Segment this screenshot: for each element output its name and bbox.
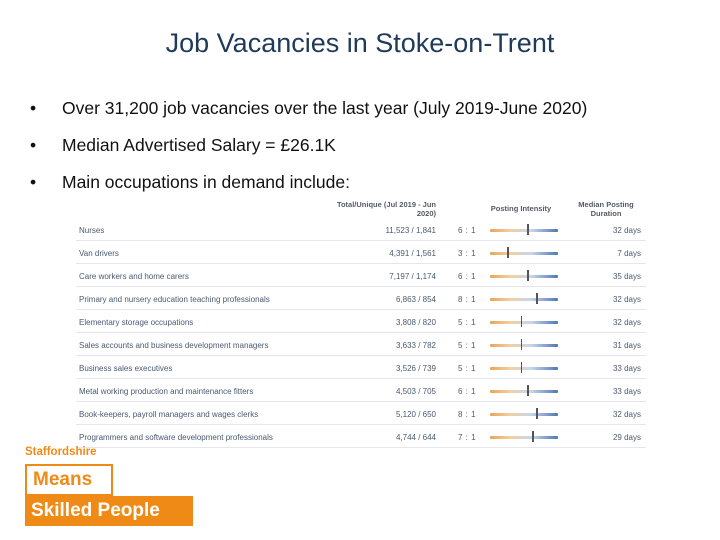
intensity-ratio-cell: 7 : 1 — [458, 433, 477, 442]
logo-staffordshire-text: Staffordshire — [25, 446, 97, 458]
table-row — [76, 356, 646, 379]
logo-means-box: Means — [25, 464, 113, 496]
table-row — [76, 218, 646, 241]
occupation-cell: Elementary storage occupations — [79, 318, 194, 327]
intensity-ratio-cell: 5 : 1 — [458, 318, 477, 327]
intensity-ratio-cell: 5 : 1 — [458, 341, 477, 350]
intensity-bar — [490, 298, 558, 301]
table-row — [76, 310, 646, 333]
total-unique-cell: 3,633 / 782 — [395, 341, 436, 350]
occupation-cell: Metal working production and maintenance fitters — [79, 387, 254, 396]
header-total-unique: Total/Unique (Jul 2019 - Jun 2020) — [336, 200, 436, 218]
intensity-marker — [521, 339, 523, 350]
table-row — [76, 287, 646, 310]
table-row — [76, 402, 646, 425]
page-title: Job Vacancies in Stoke-on-Trent — [165, 28, 555, 58]
intensity-bar — [490, 367, 558, 370]
bullet-text: Over 31,200 job vacancies over the last year (July 2019-June 2020) — [62, 98, 588, 118]
intensity-bar — [490, 321, 558, 324]
intensity-ratio-cell: 6 : 1 — [458, 387, 477, 396]
intensity-bar — [490, 436, 558, 439]
intensity-marker — [532, 431, 534, 442]
intensity-ratio-cell: 5 : 1 — [458, 364, 477, 373]
intensity-marker — [527, 224, 529, 235]
occupation-cell: Primary and nursery education teaching professionals — [79, 295, 270, 304]
table-row — [76, 425, 646, 448]
intensity-ratio-cell: 8 : 1 — [458, 295, 477, 304]
bullet-marker: • — [30, 98, 37, 118]
table-row — [76, 241, 646, 264]
duration-cell: 7 days — [617, 249, 641, 258]
table-header — [76, 196, 646, 218]
header-posting-intensity: Posting Intensity — [490, 204, 552, 213]
total-unique-cell: 4,744 / 644 — [395, 433, 436, 442]
occupation-cell: Programmers and software development professionals — [79, 433, 273, 442]
intensity-bar — [490, 390, 558, 393]
total-unique-cell: 7,197 / 1,174 — [389, 272, 436, 281]
duration-cell: 35 days — [612, 272, 641, 281]
duration-cell: 31 days — [612, 341, 641, 350]
intensity-bar — [490, 229, 558, 232]
occupations-table — [76, 196, 646, 454]
total-unique-cell: 5,120 / 650 — [395, 410, 436, 419]
intensity-marker — [521, 362, 523, 373]
logo-skilled-people-box: Skilled People — [25, 496, 193, 526]
intensity-bar — [490, 344, 558, 347]
intensity-marker — [507, 247, 509, 258]
intensity-bar — [490, 252, 558, 255]
table-row — [76, 379, 646, 402]
total-unique-cell: 3,808 / 820 — [395, 318, 436, 327]
occupation-cell: Business sales executives — [79, 364, 173, 373]
intensity-ratio-cell: 6 : 1 — [458, 272, 477, 281]
duration-cell: 32 days — [612, 226, 641, 235]
bullet-list — [30, 96, 700, 207]
duration-cell: 33 days — [612, 387, 641, 396]
total-unique-cell: 11,523 / 1,841 — [385, 226, 436, 235]
intensity-marker — [527, 270, 529, 281]
occupation-cell: Care workers and home carers — [79, 272, 189, 281]
occupation-cell: Nurses — [79, 226, 105, 235]
total-unique-cell: 4,391 / 1,561 — [389, 249, 436, 258]
duration-cell: 29 days — [612, 433, 641, 442]
duration-cell: 32 days — [612, 410, 641, 419]
intensity-ratio-cell: 8 : 1 — [458, 410, 477, 419]
bullet-text: Main occupations in demand include: — [62, 172, 350, 192]
duration-cell: 32 days — [612, 318, 641, 327]
duration-cell: 33 days — [612, 364, 641, 373]
intensity-bar — [490, 413, 558, 416]
bullet-item — [30, 133, 700, 170]
table-row — [76, 264, 646, 287]
bullet-text: Median Advertised Salary = £26.1K — [62, 135, 336, 155]
intensity-marker — [521, 316, 523, 327]
bullet-marker: • — [30, 172, 37, 192]
duration-cell: 32 days — [612, 295, 641, 304]
intensity-marker — [527, 385, 529, 396]
total-unique-cell: 6,863 / 854 — [395, 295, 436, 304]
table-row — [76, 333, 646, 356]
intensity-marker — [536, 408, 538, 419]
total-unique-cell: 4,503 / 705 — [395, 387, 436, 396]
occupation-cell: Book-keepers, payroll managers and wages clerks — [79, 410, 259, 419]
occupation-cell: Van drivers — [79, 249, 119, 258]
bullet-marker: • — [30, 135, 37, 155]
header-posting-duration: Median Posting Duration — [578, 200, 634, 218]
intensity-ratio-cell: 3 : 1 — [458, 249, 477, 258]
bullet-item — [30, 96, 700, 133]
intensity-ratio-cell: 6 : 1 — [458, 226, 477, 235]
intensity-bar — [490, 275, 558, 278]
occupation-cell: Sales accounts and business development managers — [79, 341, 269, 350]
intensity-marker — [536, 293, 538, 304]
total-unique-cell: 3,526 / 739 — [395, 364, 436, 373]
